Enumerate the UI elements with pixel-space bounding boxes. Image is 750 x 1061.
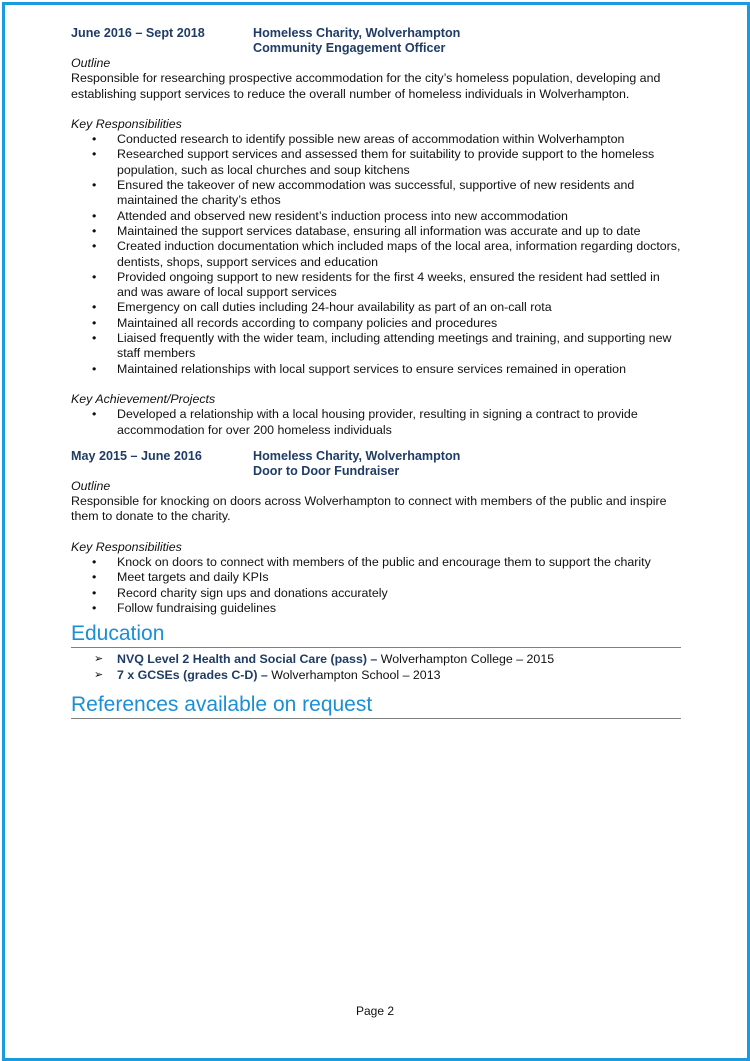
qualification-detail: Wolverhampton School – 2013 (267, 667, 441, 682)
outline-label: Outline (71, 478, 111, 493)
job-outline: Responsible for researching prospective accommodation for the city’s homeless population, developing and establishing support services to reduce the overall number of homeless individuals in Wolverhampton. (71, 71, 661, 101)
list-item: • Maintained relationships with local support services to ensure services remained in operation (71, 362, 681, 377)
achievements-list (71, 407, 681, 438)
job-role: Door to Door Fundraiser (253, 463, 400, 478)
responsibilities-label: Key Responsibilities (71, 116, 182, 131)
responsibilities-label: Key Responsibilities (71, 539, 182, 554)
job-role: Community Engagement Officer (253, 41, 446, 55)
list-item: • Developed a relationship with a local housing provider, resulting in signing a contract to provide accommodation for over 200 homeless individuals (71, 407, 681, 438)
page-number: Page 2 (355, 1004, 395, 1018)
list-item: • Emergency on call duties including 24-hour availability as part of an on-call rota (71, 300, 681, 315)
job-header (71, 449, 681, 479)
list-item: • Meet targets and daily KPIs (71, 570, 681, 585)
list-item: • Record charity sign ups and donations accurately (71, 586, 681, 601)
job-outline: Responsible for knocking on doors across Wolverhampton to connect with members of the public and inspire them to donate to the charity. (71, 494, 667, 524)
list-item: • Attended and observed new resident’s induction process into new accommodation (71, 209, 681, 224)
list-item: • Ensured the takeover of new accommodation was successful, supportive of new residents and maintained the charity’s ethos (71, 178, 681, 209)
list-item (71, 668, 681, 683)
responsibilities-list (71, 132, 681, 377)
list-item: • Maintained the support services database, ensuring all information was accurate and up to date (71, 224, 681, 239)
arrow-bullet-icon: ➢ (94, 668, 104, 681)
list-item: • Created induction documentation which included maps of the local area, information regarding doctors, dentists, shops, support services and education (71, 239, 681, 270)
education-list (71, 652, 681, 683)
job-organisation: Homeless Charity, Wolverhampton (253, 26, 461, 40)
job-organisation: Homeless Charity, Wolverhampton (253, 448, 461, 463)
resume-content (71, 26, 681, 719)
list-item: • Researched support services and assessed them for suitability to provide support to the homeless population, such as local churches and soup kitchens (71, 147, 681, 178)
job-dates: June 2016 – Sept 2018 (71, 26, 205, 40)
arrow-bullet-icon: ➢ (94, 653, 104, 666)
qualification-detail: Wolverhampton College – 2015 (377, 652, 555, 667)
achievements-label: Key Achievement/Projects (71, 391, 216, 406)
job-dates: May 2015 – June 2016 (71, 448, 202, 463)
job-header (71, 26, 681, 56)
qualification: NVQ Level 2 Health and Social Care (pass) – (117, 652, 378, 667)
references-heading: References available on request (71, 693, 681, 719)
list-item: • Follow fundraising guidelines (71, 601, 681, 616)
list-item: • Provided ongoing support to new residents for the first 4 weeks, ensured the resident had settled in and was aware of local support services (71, 270, 681, 301)
qualification: 7 x GCSEs (grades C-D) – (117, 667, 268, 682)
outline-label: Outline (71, 56, 111, 70)
list-item: • Conducted research to identify possible new areas of accommodation within Wolverhampton (71, 132, 681, 147)
list-item: • Knock on doors to connect with members of the public and encourage them to support the charity (71, 555, 681, 570)
education-heading: Education (71, 622, 681, 648)
list-item: • Liaised frequently with the wider team, including attending meetings and training, and supporting new staff members (71, 331, 681, 362)
responsibilities-list (71, 555, 681, 616)
list-item: • Maintained all records according to company policies and procedures (71, 316, 681, 331)
list-item (71, 652, 681, 667)
